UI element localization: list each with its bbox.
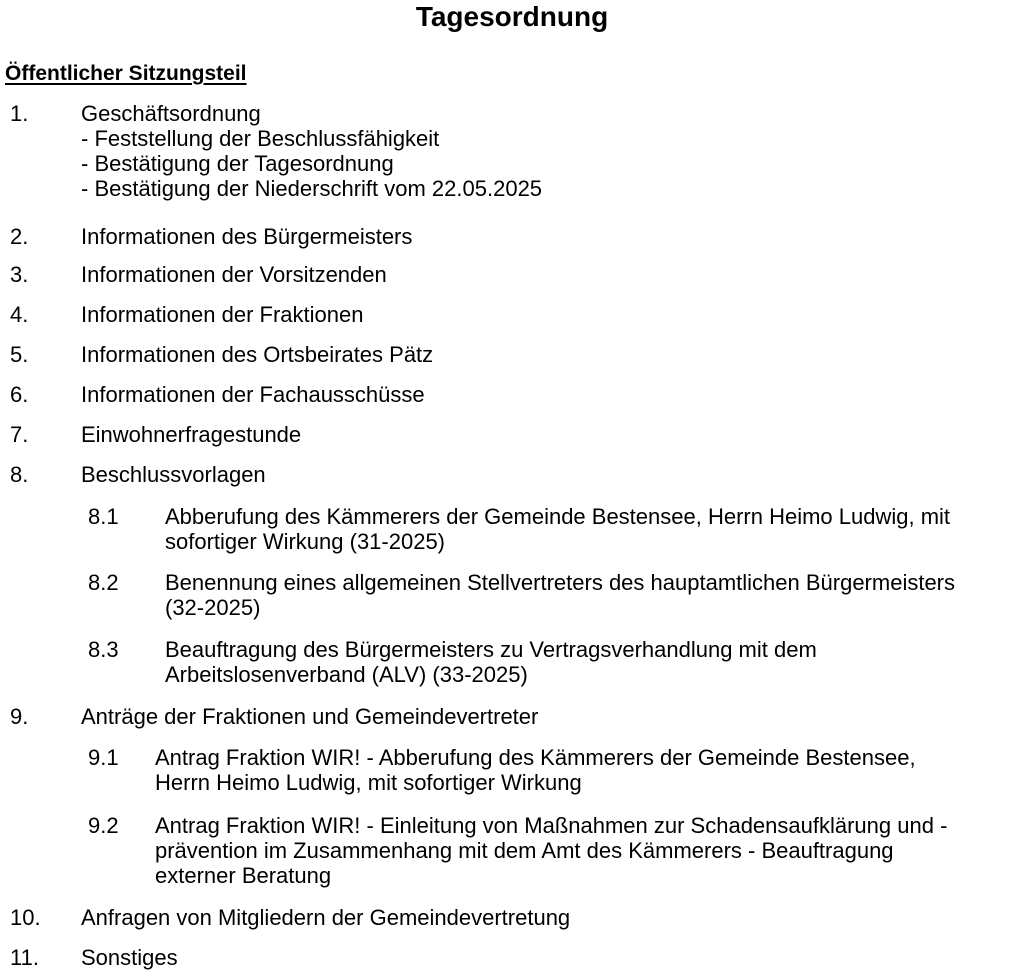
agenda-subitem-line: prävention im Zusammenhang mit dem Amt des Kämmerers - Beauftragung [155, 838, 894, 863]
agenda-subitem-number: 8.2 [88, 570, 119, 595]
agenda-item-number: 8. [10, 462, 29, 487]
agenda-item-number: 2. [10, 224, 29, 249]
agenda-subitem-text [165, 570, 1020, 620]
agenda-subitem-line: Beauftragung des Bürgermeisters zu Vertragsverhandlung mit dem [165, 637, 817, 662]
section-heading: Öffentlicher Sitzungsteil [5, 62, 247, 85]
agenda-item-line: - Bestätigung der Tagesordnung [81, 151, 394, 176]
agenda-subitem-number: 9.2 [88, 813, 119, 838]
agenda-subitem-text [155, 745, 1020, 795]
agenda-subitem-line: sofortiger Wirkung (31-2025) [165, 529, 446, 554]
agenda-subitem-text [155, 813, 1020, 888]
agenda-item-number: 1. [10, 101, 29, 126]
agenda-item-line: Anfragen von Mitgliedern der Gemeindevertretung [81, 905, 571, 930]
agenda-item-text [81, 704, 1011, 729]
agenda-item-text [81, 342, 1011, 367]
agenda-item-line: Geschäftsordnung [81, 101, 261, 126]
agenda-item-line: Informationen der Vorsitzenden [81, 262, 387, 287]
agenda-subitem-number: 8.1 [88, 504, 119, 529]
agenda-item-text [81, 302, 1011, 327]
agenda-subitem-line: Antrag Fraktion WIR! - Abberufung des Kämmerers der Gemeinde Bestensee, [155, 745, 916, 770]
agenda-item-text [81, 945, 1011, 970]
agenda-item-number: 11. [10, 945, 39, 970]
agenda-subitem-text [165, 504, 1020, 554]
agenda-subitem-number: 9.1 [88, 745, 119, 770]
agenda-item-number: 6. [10, 382, 29, 407]
agenda-item-number: 7. [10, 422, 29, 447]
agenda-subitem-line: externer Beratung [155, 863, 332, 888]
agenda-subitem-number: 8.3 [88, 637, 119, 662]
agenda-item-number: 5. [10, 342, 29, 367]
agenda-item-line: Sonstiges [81, 945, 178, 970]
agenda-item-text [81, 382, 1011, 407]
agenda-subitem-line: Abberufung des Kämmerers der Gemeinde Bestensee, Herrn Heimo Ludwig, mit [165, 504, 951, 529]
agenda-item-number: 3. [10, 262, 29, 287]
agenda-subitem-line: (32-2025) [165, 595, 261, 620]
agenda-item-text [81, 262, 1011, 287]
agenda-subitem-line: Benennung eines allgemeinen Stellvertreters des hauptamtlichen Bürgermeisters [165, 570, 956, 595]
agenda-item-line: Beschlussvorlagen [81, 462, 266, 487]
agenda-item-line: Informationen des Ortsbeirates Pätz [81, 342, 434, 367]
agenda-item-line: Informationen der Fraktionen [81, 302, 364, 327]
agenda-subitem-line: Antrag Fraktion WIR! - Einleitung von Maßnahmen zur Schadensaufklärung und - [155, 813, 948, 838]
agenda-item-text [81, 422, 1011, 447]
agenda-item-line: Einwohnerfragestunde [81, 422, 302, 447]
agenda-item-text [81, 462, 1011, 487]
agenda-item-line: Informationen der Fachausschüsse [81, 382, 425, 407]
agenda-item-line: - Feststellung der Beschlussfähigkeit [81, 126, 440, 151]
agenda-item-text [81, 224, 1011, 249]
agenda-subitem-line: Arbeitslosenverband (ALV) (33-2025) [165, 662, 528, 687]
agenda-item-number: 10. [10, 905, 41, 930]
agenda-item-number: 4. [10, 302, 29, 327]
agenda-item-text [81, 101, 1011, 201]
agenda-item-text [81, 905, 1011, 930]
agenda-subitem-line: Herrn Heimo Ludwig, mit sofortiger Wirkung [155, 770, 582, 795]
agenda-item-line: Anträge der Fraktionen und Gemeindevertreter [81, 704, 539, 729]
agenda-item-line: - Bestätigung der Niederschrift vom 22.05.2025 [81, 176, 543, 201]
agenda-subitem-text [165, 637, 1020, 687]
agenda-item-number: 9. [10, 704, 29, 729]
agenda-item-line: Informationen des Bürgermeisters [81, 224, 413, 249]
page-title: Tagesordnung [415, 1, 609, 32]
